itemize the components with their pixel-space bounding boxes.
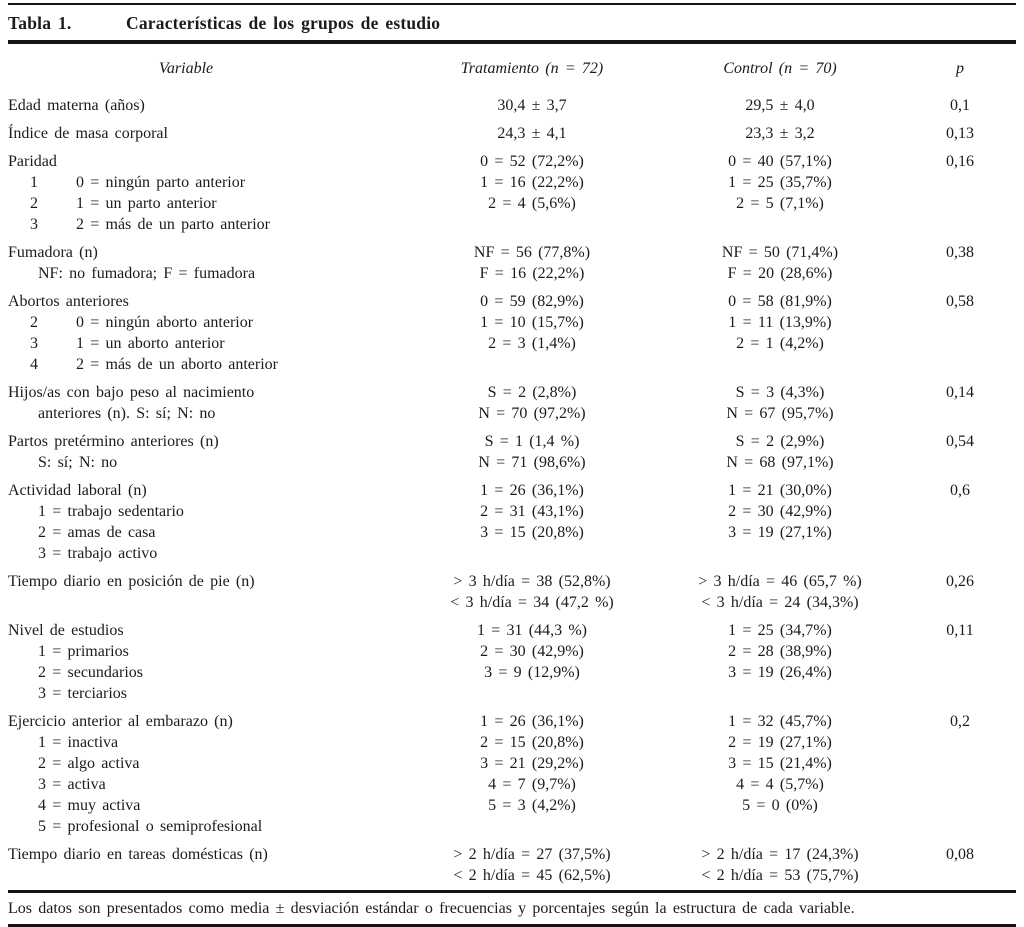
p-value-cell <box>920 172 1000 193</box>
variable-cell <box>8 795 424 816</box>
variable-label: Paridad <box>8 153 57 170</box>
p-value-cell <box>920 263 1000 284</box>
p-value-cell: 0,11 <box>946 622 974 639</box>
control-cell: 1 = 21 (30,0%) <box>728 482 832 499</box>
table-row <box>8 641 1016 662</box>
control-cell <box>640 543 920 564</box>
level-code: 1 <box>30 174 38 191</box>
treatment-cell: 30,4 ± 3,7 <box>497 97 567 114</box>
table-row <box>8 452 1016 473</box>
treatment-cell: > 2 h/día = 27 (37,5%) <box>453 846 611 863</box>
level-code: 4 <box>30 356 38 373</box>
control-cell: 1 = 25 (34,7%) <box>728 622 832 639</box>
column-header-row <box>8 44 1016 79</box>
variable-cell <box>8 620 424 641</box>
treatment-cell: 1 = 16 (22,2%) <box>480 174 584 191</box>
p-value-cell <box>920 592 1000 613</box>
p-value-cell <box>920 522 1000 543</box>
table-row <box>8 711 1016 732</box>
table-row <box>8 312 1016 333</box>
control-cell: 3 = 19 (26,4%) <box>728 664 832 681</box>
control-cell: < 2 h/día = 53 (75,7%) <box>701 867 859 884</box>
control-cell: 3 = 15 (21,4%) <box>728 755 832 772</box>
control-cell: > 2 h/día = 17 (24,3%) <box>701 846 859 863</box>
p-value-cell: 0,6 <box>950 482 970 499</box>
table-row <box>8 214 1016 235</box>
control-cell: 2 = 28 (38,9%) <box>728 643 832 660</box>
variable-label: 1 = un aborto anterior <box>76 335 225 352</box>
p-value-cell <box>920 543 1000 564</box>
table-row <box>8 172 1016 193</box>
variable-label: Fumadora (n) <box>8 244 98 261</box>
treatment-cell: NF = 56 (77,8%) <box>473 244 591 261</box>
column-header-treatment: Tratamiento (n = 72) <box>460 60 604 77</box>
p-value-cell <box>920 333 1000 354</box>
table-row <box>8 662 1016 683</box>
control-cell: 2 = 30 (42,9%) <box>728 503 832 520</box>
table-number: Tabla 1. <box>8 13 72 33</box>
variable-label: 2 = secundarios <box>38 664 144 681</box>
treatment-cell: 24,3 ± 4,1 <box>497 125 567 142</box>
treatment-cell <box>424 816 640 837</box>
treatment-cell: 0 = 59 (82,9%) <box>480 293 584 310</box>
p-value-cell <box>920 732 1000 753</box>
control-cell: 0 = 58 (81,9%) <box>728 293 832 310</box>
control-cell: 2 = 1 (4,2%) <box>736 335 824 352</box>
variable-cell <box>8 844 424 865</box>
control-cell: 2 = 19 (27,1%) <box>728 734 832 751</box>
table-row <box>8 291 1016 312</box>
variable-cell <box>8 403 424 424</box>
control-cell: 29,5 ± 4,0 <box>745 97 815 114</box>
table-row <box>8 844 1016 865</box>
control-cell: 23,3 ± 3,2 <box>745 125 815 142</box>
table-row <box>8 865 1016 886</box>
treatment-cell: 2 = 4 (5,6%) <box>488 195 576 212</box>
control-cell: 1 = 25 (35,7%) <box>728 174 832 191</box>
p-value-cell: 0,08 <box>946 846 974 863</box>
variable-label: S: sí; N: no <box>38 454 118 471</box>
table-row <box>8 795 1016 816</box>
column-header-variable: Variable <box>158 60 214 77</box>
variable-cell <box>8 480 424 501</box>
p-value-cell <box>920 193 1000 214</box>
treatment-cell <box>424 354 640 375</box>
p-value-cell: 0,2 <box>950 713 970 730</box>
variable-label: 0 = ningún parto anterior <box>76 174 246 191</box>
level-code: 2 <box>30 314 38 331</box>
variable-cell <box>8 123 424 144</box>
p-value-cell: 0,26 <box>946 573 974 590</box>
variable-group <box>8 242 1016 284</box>
variable-label: 3 = trabajo activo <box>38 545 158 562</box>
treatment-cell: 1 = 26 (36,1%) <box>480 482 584 499</box>
treatment-cell: 5 = 3 (4,2%) <box>488 797 576 814</box>
treatment-cell: N = 71 (98,6%) <box>478 454 586 471</box>
treatment-cell: 2 = 3 (1,4%) <box>488 335 576 352</box>
treatment-cell: 2 = 30 (42,9%) <box>480 643 584 660</box>
table-title: Características de los grupos de estudio <box>126 13 441 33</box>
variable-label: Nivel de estudios <box>8 622 124 639</box>
variable-cell <box>8 662 424 683</box>
control-cell: 5 = 0 (0%) <box>742 797 818 814</box>
variable-label: 3 = activa <box>38 776 106 793</box>
variable-label: Tiempo diario en tareas domésticas (n) <box>8 846 268 863</box>
variable-cell <box>8 816 424 837</box>
treatment-cell: S = 1 (1,4 %) <box>484 433 580 450</box>
variable-group <box>8 711 1016 837</box>
p-value-cell <box>920 214 1000 235</box>
treatment-cell: 0 = 52 (72,2%) <box>480 153 584 170</box>
variable-group <box>8 480 1016 564</box>
control-cell: 1 = 11 (13,9%) <box>728 314 832 331</box>
variable-label: 2 = algo activa <box>38 755 140 772</box>
variable-group <box>8 382 1016 424</box>
variable-cell <box>8 683 424 704</box>
p-value-cell <box>920 865 1000 886</box>
treatment-cell: < 2 h/día = 45 (62,5%) <box>453 867 611 884</box>
level-code: 2 <box>30 195 38 212</box>
variable-cell <box>8 452 424 473</box>
treatment-cell: 1 = 26 (36,1%) <box>480 713 584 730</box>
variable-label: Edad materna (años) <box>8 97 145 114</box>
p-value-cell <box>920 403 1000 424</box>
treatment-cell <box>424 543 640 564</box>
control-cell <box>640 214 920 235</box>
variable-cell <box>8 522 424 543</box>
variable-label: Hijos/as con bajo peso al nacimiento <box>8 384 255 401</box>
treatment-cell <box>424 214 640 235</box>
variable-cell <box>8 641 424 662</box>
p-value-cell: 0,16 <box>946 153 974 170</box>
variable-cell <box>8 382 424 403</box>
table-row <box>8 382 1016 403</box>
variable-label: Índice de masa corporal <box>8 125 168 142</box>
variable-group <box>8 291 1016 375</box>
variable-label: 2 = amas de casa <box>38 524 156 541</box>
table-row <box>8 151 1016 172</box>
variable-cell <box>8 774 424 795</box>
table-row <box>8 522 1016 543</box>
treatment-cell <box>424 683 640 704</box>
table-row <box>8 403 1016 424</box>
variable-cell <box>8 592 424 613</box>
variable-label: 0 = ningún aborto anterior <box>76 314 254 331</box>
p-value-cell: 0,13 <box>946 125 974 142</box>
treatment-cell: 3 = 21 (29,2%) <box>480 755 584 772</box>
control-cell <box>640 683 920 704</box>
treatment-cell: 1 = 10 (15,7%) <box>480 314 584 331</box>
control-cell: NF = 50 (71,4%) <box>721 244 839 261</box>
control-cell: > 3 h/día = 46 (65,7 %) <box>698 573 862 590</box>
variable-group <box>8 844 1016 886</box>
variable-cell <box>8 214 424 235</box>
p-value-cell <box>920 816 1000 837</box>
column-header-p: p <box>956 60 964 77</box>
variable-label: 1 = un parto anterior <box>76 195 217 212</box>
p-value-cell: 0,58 <box>946 293 974 310</box>
table-row <box>8 571 1016 592</box>
variable-cell <box>8 865 424 886</box>
control-cell <box>640 354 920 375</box>
variable-cell <box>8 95 424 116</box>
variable-label: NF: no fumadora; F = fumadora <box>38 265 256 282</box>
p-value-cell <box>920 501 1000 522</box>
variable-group <box>8 151 1016 235</box>
treatment-cell: S = 2 (2,8%) <box>487 384 577 401</box>
table-row <box>8 501 1016 522</box>
variable-label: 1 = inactiva <box>38 734 119 751</box>
control-cell: 1 = 32 (45,7%) <box>728 713 832 730</box>
variable-label: 4 = muy activa <box>38 797 141 814</box>
p-value-cell <box>920 641 1000 662</box>
variable-group <box>8 95 1016 116</box>
p-value-cell: 0,1 <box>950 97 970 114</box>
variable-label: 1 = trabajo sedentario <box>38 503 184 520</box>
p-value-cell: 0,54 <box>946 433 974 450</box>
treatment-cell: 3 = 9 (12,9%) <box>484 664 580 681</box>
control-cell: N = 67 (95,7%) <box>726 405 834 422</box>
table-row <box>8 753 1016 774</box>
control-cell: S = 2 (2,9%) <box>735 433 825 450</box>
variable-cell <box>8 263 424 284</box>
table-row <box>8 333 1016 354</box>
variable-label: 2 = más de un aborto anterior <box>76 356 278 373</box>
variable-label: Actividad laboral (n) <box>8 482 147 499</box>
treatment-cell: 2 = 15 (20,8%) <box>480 734 584 751</box>
p-value-cell <box>920 662 1000 683</box>
table-row <box>8 193 1016 214</box>
p-value-cell <box>920 774 1000 795</box>
table-row <box>8 592 1016 613</box>
control-cell: S = 3 (4,3%) <box>735 384 825 401</box>
treatment-cell: > 3 h/día = 38 (52,8%) <box>453 573 611 590</box>
variable-group <box>8 620 1016 704</box>
variable-group <box>8 431 1016 473</box>
variable-cell <box>8 354 424 375</box>
control-cell: N = 68 (97,1%) <box>726 454 834 471</box>
table-row <box>8 95 1016 116</box>
variable-cell <box>8 732 424 753</box>
table-row <box>8 431 1016 452</box>
table-row <box>8 816 1016 837</box>
table-row <box>8 774 1016 795</box>
treatment-cell: N = 70 (97,2%) <box>478 405 586 422</box>
control-cell: < 3 h/día = 24 (34,3%) <box>701 594 859 611</box>
p-value-cell: 0,38 <box>946 244 974 261</box>
variable-cell <box>8 431 424 452</box>
variable-label: anteriores (n). S: sí; N: no <box>38 405 216 422</box>
p-value-cell <box>920 683 1000 704</box>
table-body <box>8 79 1016 886</box>
variable-cell <box>8 242 424 263</box>
table-row <box>8 543 1016 564</box>
p-value-cell <box>920 795 1000 816</box>
control-cell <box>640 816 920 837</box>
treatment-cell: 3 = 15 (20,8%) <box>480 524 584 541</box>
control-cell: 4 = 4 (5,7%) <box>736 776 824 793</box>
p-value-cell: 0,14 <box>946 384 974 401</box>
variable-cell <box>8 501 424 522</box>
variable-group <box>8 123 1016 144</box>
table-row <box>8 123 1016 144</box>
variable-label: 1 = primarios <box>38 643 129 660</box>
variable-label: Tiempo diario en posición de pie (n) <box>8 573 255 590</box>
variable-cell <box>8 333 424 354</box>
variable-cell <box>8 543 424 564</box>
treatment-cell: 1 = 31 (44,3 %) <box>477 622 587 639</box>
control-cell: F = 20 (28,6%) <box>727 265 833 282</box>
treatment-cell: 2 = 31 (43,1%) <box>480 503 584 520</box>
table-row <box>8 263 1016 284</box>
column-header-control: Control (n = 70) <box>723 60 837 77</box>
treatment-cell: < 3 h/día = 34 (47,2 %) <box>450 594 614 611</box>
variable-label: 3 = terciarios <box>38 685 128 702</box>
variable-cell <box>8 571 424 592</box>
variable-cell <box>8 172 424 193</box>
variable-label: Partos pretérmino anteriores (n) <box>8 433 219 450</box>
table-row <box>8 242 1016 263</box>
control-cell: 0 = 40 (57,1%) <box>728 153 832 170</box>
table-row <box>8 354 1016 375</box>
control-cell: 3 = 19 (27,1%) <box>728 524 832 541</box>
table-row <box>8 732 1016 753</box>
treatment-cell: F = 16 (22,2%) <box>479 265 585 282</box>
table-footnote: Los datos son presentados como media ± desviación estándar o frecuencias y porcentajes según la estructura de cada variable. <box>8 900 855 917</box>
p-value-cell <box>920 753 1000 774</box>
variable-group <box>8 571 1016 613</box>
variable-cell <box>8 193 424 214</box>
variable-label: 5 = profesional o semiprofesional <box>38 818 263 835</box>
variable-label: Ejercicio anterior al embarazo (n) <box>8 713 233 730</box>
table-row <box>8 683 1016 704</box>
variable-label: Abortos anteriores <box>8 293 129 310</box>
variable-label: 2 = más de un parto anterior <box>76 216 270 233</box>
level-code: 3 <box>30 216 38 233</box>
table-caption <box>8 5 1016 40</box>
variable-cell <box>8 291 424 312</box>
control-cell: 2 = 5 (7,1%) <box>736 195 824 212</box>
variable-cell <box>8 711 424 732</box>
p-value-cell <box>920 312 1000 333</box>
variable-cell <box>8 151 424 172</box>
variable-cell <box>8 753 424 774</box>
p-value-cell <box>920 452 1000 473</box>
variable-cell <box>8 312 424 333</box>
table-row <box>8 480 1016 501</box>
treatment-cell: 4 = 7 (9,7%) <box>488 776 576 793</box>
table-row <box>8 620 1016 641</box>
level-code: 3 <box>30 335 38 352</box>
p-value-cell <box>920 354 1000 375</box>
